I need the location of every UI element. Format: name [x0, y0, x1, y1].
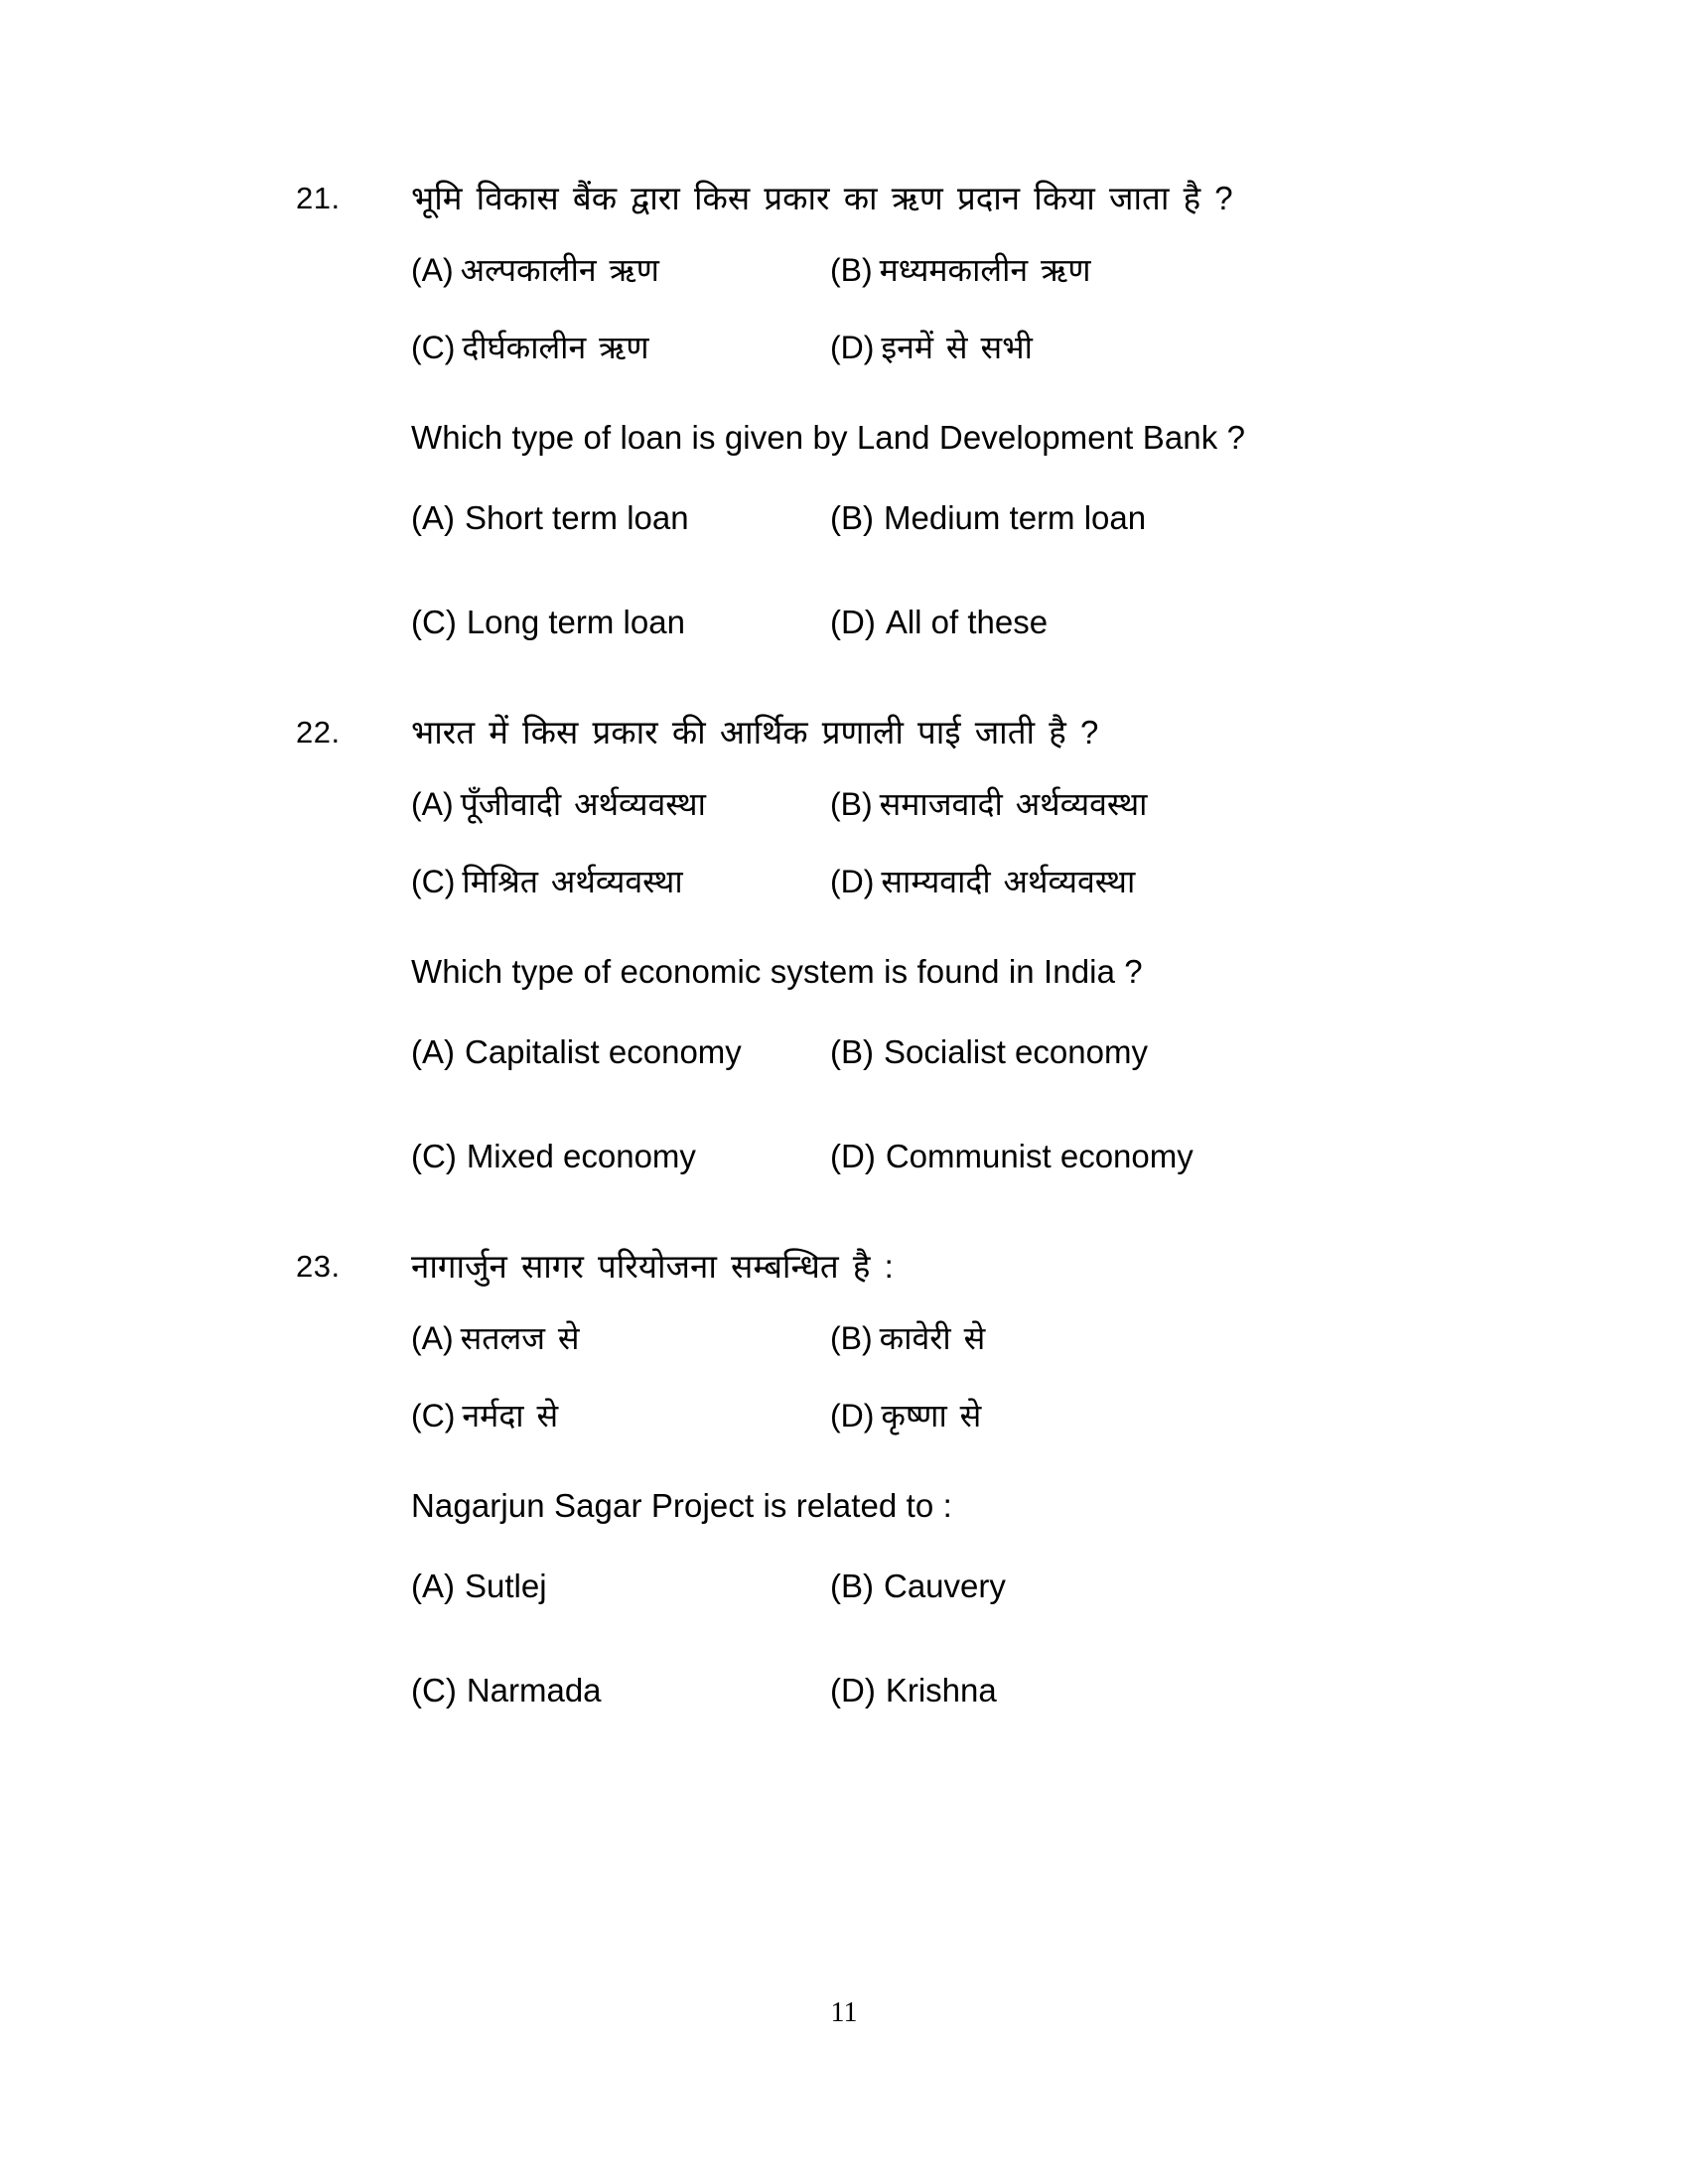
option-label: (B): [830, 1568, 874, 1604]
option-text: All of these: [885, 604, 1049, 640]
option-row: [411, 497, 1418, 539]
option-22-hindi-d[interactable]: [830, 861, 1418, 902]
option-label: (B): [830, 499, 874, 536]
question-21-hindi-options: [411, 249, 1418, 368]
question-block-22: [296, 711, 1418, 1177]
option-text: Sutlej: [465, 1568, 547, 1604]
spacer: [296, 754, 1418, 783]
question-21-english-options: [411, 497, 1418, 643]
option-row: [411, 1566, 1418, 1607]
option-23-english-d[interactable]: [830, 1670, 1418, 1711]
option-row: [411, 1136, 1418, 1177]
spacer: [296, 1528, 1418, 1566]
option-21-english-c[interactable]: [411, 602, 830, 643]
option-21-hindi-d[interactable]: [830, 327, 1418, 368]
question-23-heading: [296, 1245, 1418, 1289]
option-21-english-d[interactable]: [830, 602, 1418, 643]
option-label: (D): [830, 1138, 876, 1174]
option-23-hindi-b[interactable]: [830, 1317, 1418, 1359]
spacer: [296, 1289, 1418, 1317]
option-row: [411, 1031, 1418, 1073]
option-text: अल्पकालीन ऋण: [460, 252, 659, 288]
question-23-hindi-text: नागार्जुन सागर परियोजना सम्बन्धित है :: [411, 1248, 894, 1285]
option-label: (B): [830, 1320, 873, 1356]
option-text: दीर्घकालीन ऋण: [462, 330, 649, 365]
option-text: Capitalist economy: [465, 1033, 742, 1070]
option-22-english-b[interactable]: [830, 1031, 1418, 1073]
option-22-english-d[interactable]: [830, 1136, 1418, 1177]
question-21-hindi-text: भूमि विकास बैंक द्वारा किस प्रकार का ऋण प्रदान किया जाता है ?: [411, 180, 1233, 216]
question-22-number: 22.: [296, 715, 341, 750]
option-22-english-c[interactable]: [411, 1136, 830, 1177]
option-label: (C): [411, 1398, 456, 1433]
option-label: (A): [411, 786, 454, 822]
spacer: [296, 1177, 1418, 1245]
option-label: (D): [830, 1398, 875, 1433]
option-text: Krishna: [885, 1672, 997, 1708]
option-text: Narmada: [466, 1672, 602, 1708]
option-label: (A): [411, 1033, 455, 1070]
option-23-english-c[interactable]: [411, 1670, 830, 1711]
option-label: (C): [411, 604, 457, 640]
option-label: (D): [830, 864, 875, 899]
option-label: (A): [411, 1320, 454, 1356]
option-row: [411, 1670, 1418, 1711]
option-row: [411, 327, 1418, 368]
spacer: [296, 368, 1418, 416]
option-row: [411, 1395, 1418, 1436]
spacer: [296, 994, 1418, 1031]
option-row: [411, 783, 1418, 825]
question-22-hindi-text: भारत में किस प्रकार की आर्थिक प्रणाली पाई जाती है ?: [411, 714, 1099, 751]
option-23-hindi-a[interactable]: [411, 1317, 830, 1359]
option-label: (A): [411, 499, 455, 536]
option-text: पूँजीवादी अर्थव्यवस्था: [460, 786, 706, 822]
option-text: Socialist economy: [884, 1033, 1148, 1070]
question-block-21: [296, 177, 1418, 643]
spacer: [296, 220, 1418, 249]
option-22-english-a[interactable]: [411, 1031, 830, 1073]
option-text: Short term loan: [465, 499, 689, 536]
option-22-hindi-a[interactable]: [411, 783, 830, 825]
spacer: [296, 643, 1418, 711]
option-21-hindi-a[interactable]: [411, 249, 830, 291]
option-text: कृष्णा से: [881, 1398, 982, 1433]
option-23-english-b[interactable]: [830, 1566, 1418, 1607]
option-21-hindi-b[interactable]: [830, 249, 1418, 291]
option-row: [411, 1317, 1418, 1359]
option-label: (D): [830, 1672, 876, 1708]
option-23-hindi-c[interactable]: [411, 1395, 830, 1436]
question-23-number: 23.: [296, 1249, 341, 1284]
option-text: Cauvery: [884, 1568, 1006, 1604]
question-23-english-text: Nagarjun Sagar Project is related to :: [411, 1487, 952, 1524]
option-label: (D): [830, 604, 876, 640]
question-block-23: [296, 1245, 1418, 1711]
option-21-english-a[interactable]: [411, 497, 830, 539]
question-22-english-text: Which type of economic system is found in India ?: [411, 953, 1143, 990]
option-22-hindi-c[interactable]: [411, 861, 830, 902]
spacer: [296, 460, 1418, 497]
option-label: (A): [411, 1568, 455, 1604]
option-21-hindi-c[interactable]: [411, 327, 830, 368]
option-row: [411, 861, 1418, 902]
question-21-english-text: Which type of loan is given by Land Development Bank ?: [411, 419, 1246, 456]
option-label: (B): [830, 786, 873, 822]
question-21-heading: [296, 177, 1418, 220]
option-text: Long term loan: [466, 604, 685, 640]
question-list: [296, 177, 1418, 1711]
option-21-english-b[interactable]: [830, 497, 1418, 539]
question-21-number: 21.: [296, 181, 341, 215]
spacer: [296, 1436, 1418, 1484]
option-label: (C): [411, 330, 456, 365]
option-22-hindi-b[interactable]: [830, 783, 1418, 825]
question-22-hindi-options: [411, 783, 1418, 902]
option-text: मध्यमकालीन ऋण: [879, 252, 1091, 288]
question-22-english-options: [411, 1031, 1418, 1177]
option-text: सतलज से: [460, 1320, 580, 1356]
question-22-heading: [296, 711, 1418, 754]
option-label: (A): [411, 252, 454, 288]
option-row: [411, 602, 1418, 643]
option-label: (C): [411, 1138, 457, 1174]
option-text: इनमें से सभी: [881, 330, 1033, 365]
option-text: Communist economy: [885, 1138, 1194, 1174]
option-text: Mixed economy: [466, 1138, 696, 1174]
option-label: (C): [411, 1672, 457, 1708]
option-label: (B): [830, 1033, 874, 1070]
page-number: 11: [830, 1997, 858, 2028]
option-text: समाजवादी अर्थव्यवस्था: [879, 786, 1148, 822]
question-23-hindi-options: [411, 1317, 1418, 1436]
option-text: Medium term loan: [884, 499, 1147, 536]
option-23-english-a[interactable]: [411, 1566, 830, 1607]
option-text: साम्यवादी अर्थव्यवस्था: [881, 864, 1136, 899]
option-label: (B): [830, 252, 873, 288]
question-23-english-options: [411, 1566, 1418, 1711]
option-text: नर्मदा से: [462, 1398, 559, 1433]
option-label: (D): [830, 330, 875, 365]
option-text: कावेरी से: [879, 1320, 986, 1356]
option-text: मिश्रित अर्थव्यवस्था: [462, 864, 683, 899]
option-label: (C): [411, 864, 456, 899]
option-row: [411, 249, 1418, 291]
spacer: [296, 902, 1418, 950]
option-23-hindi-d[interactable]: [830, 1395, 1418, 1436]
